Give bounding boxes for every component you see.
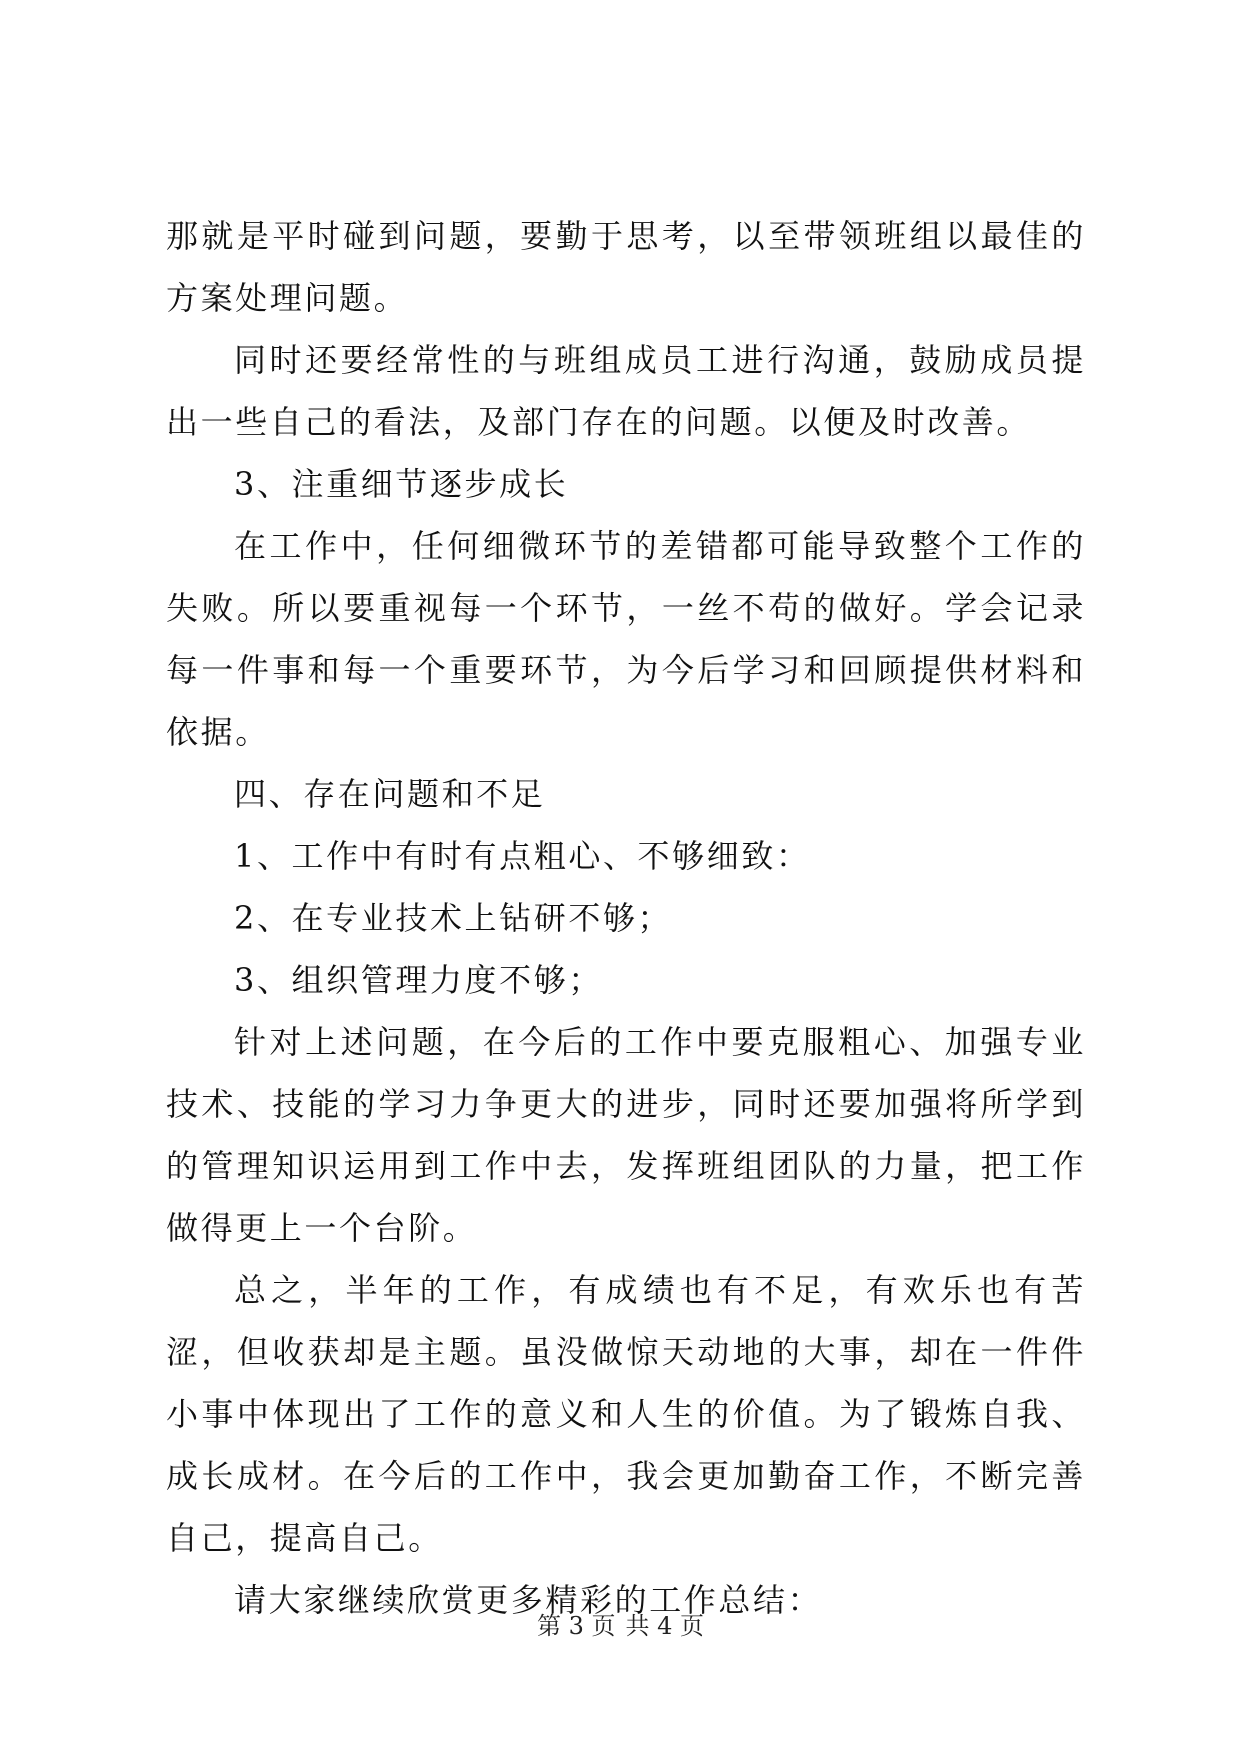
- page-footer: [0, 1610, 1241, 1642]
- paragraph-closing-invite: 请大家继续欣赏更多精彩的工作总结：: [234, 1581, 823, 1619]
- page-total: 共 4 页: [625, 1612, 705, 1640]
- page-number: 第 3 页: [536, 1612, 616, 1640]
- paragraph-conclusion: 总之，半年的工作，有成绩也有不足，有欢乐也有苦涩，但收获却是主题。虽没做惊天动地的大事，却在一件件小事中体现出了工作的意义和人生的价值。为了锻炼自我、成长成材。在今后的工作中，我会更加勤奋工作，不断完善自己，提高自己。: [166, 1271, 1086, 1557]
- problem-item-1: 1、工作中有时有点粗心、不够细致：: [234, 837, 811, 875]
- problem-item-3: 3、组织管理力度不够；: [234, 961, 603, 999]
- paragraph-improvement: 针对上述问题，在今后的工作中要克服粗心、加强专业技术、技能的学习力争更大的进步，同时还要加强将所学到的管理知识运用到工作中去，发挥班组团队的力量，把工作做得更上一个台阶。: [166, 1023, 1086, 1247]
- paragraph-continuation: 那就是平时碰到问题，要勤于思考，以至带领班组以最佳的方案处理问题。: [166, 217, 1086, 317]
- paragraph-communication: 同时还要经常性的与班组成员工进行沟通，鼓励成员提出一些自己的看法，及部门存在的问题。以便及时改善。: [166, 341, 1086, 441]
- paragraph-details: 在工作中，任何细微环节的差错都可能导致整个工作的失败。所以要重视每一个环节，一丝不苟的做好。学会记录每一件事和每一个重要环节，为今后学习和回顾提供材料和依据。: [166, 527, 1086, 751]
- problem-item-2: 2、在专业技术上钻研不够；: [234, 899, 673, 937]
- section-heading-problems: 四、存在问题和不足: [234, 775, 546, 813]
- section-heading-details: 3、注重细节逐步成长: [234, 465, 569, 503]
- document-body: [166, 205, 1086, 1631]
